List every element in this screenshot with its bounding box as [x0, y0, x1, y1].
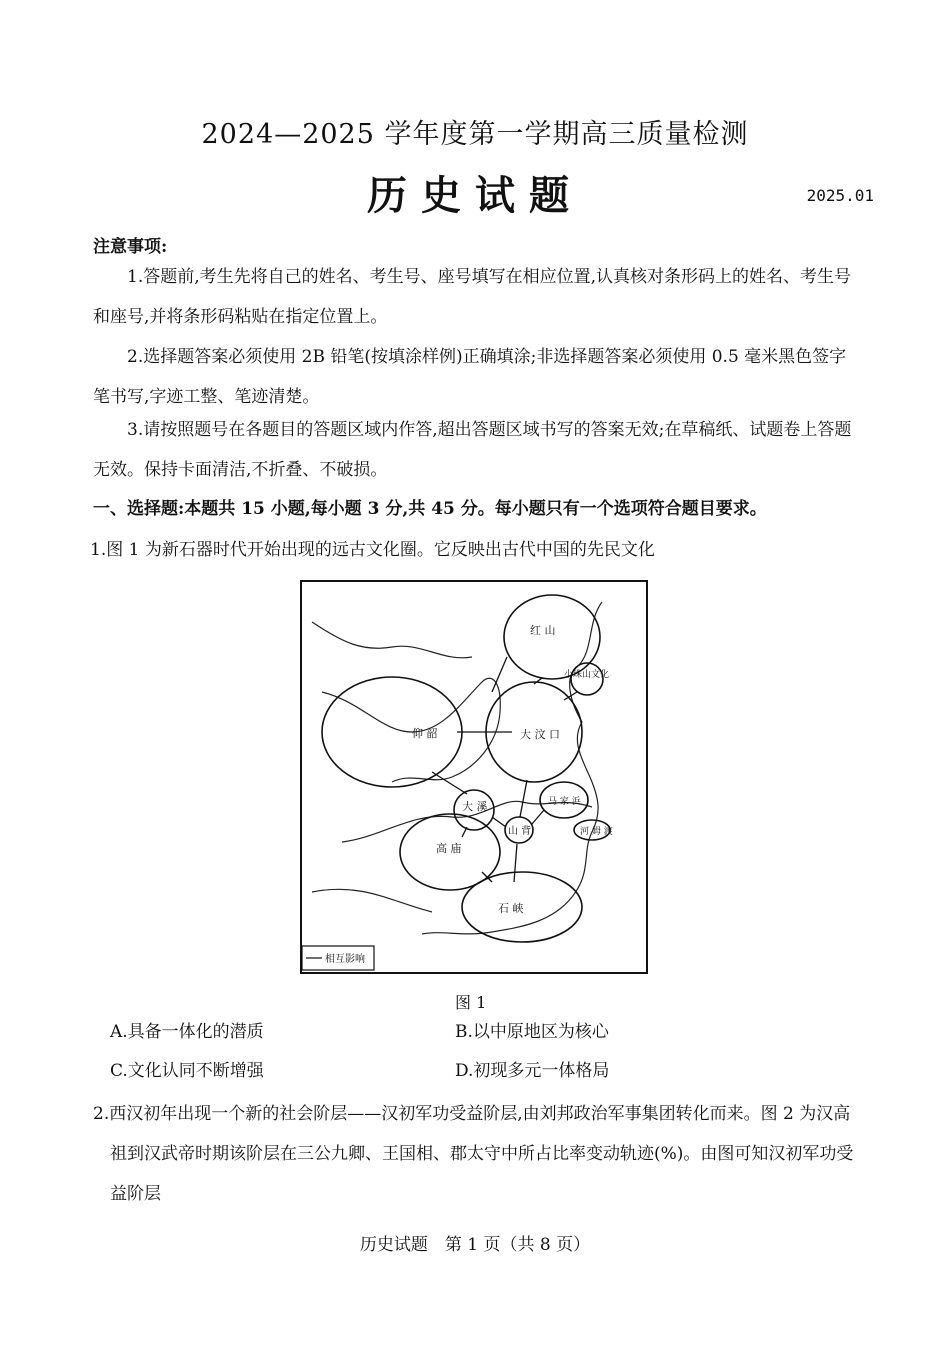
label-shanbei: 山 背 — [508, 826, 532, 837]
exam-date: 2025.01 — [806, 186, 874, 205]
notice-item-1: 1.答题前,考生先将自己的姓名、考生号、座号填写在相应位置,认真核对条形码上的姓名、考生号和座号,并将条形码粘贴在指定位置上。 — [93, 267, 852, 327]
q1-option-c: C.文化认同不断增强 — [110, 1061, 264, 1081]
question-2-stem: 2.西汉初年出现一个新的社会阶层——汉初军功受益阶层,由刘邦政治军事集团转化而来。图 2 为汉高祖到汉武帝时期该阶层在三公九卿、王国相、郡太守中所占比率变动轨迹(%)。由图可知汉初军功受益阶层 — [93, 1104, 854, 1204]
q1-option-b: B.以中原地区为核心 — [455, 1022, 609, 1042]
map-drawing — [302, 582, 646, 972]
label-gaomiao: 高 庙 — [436, 842, 462, 855]
arrow-dawenkou-shanbei — [520, 780, 527, 817]
q1-option-d: D.初现多元一体格局 — [455, 1061, 610, 1081]
label-yangshao: 仰 韶 — [412, 727, 438, 740]
page-footer: 历史试题 第 1 页（共 8 页） — [359, 1235, 591, 1255]
hongshan-circle — [504, 595, 600, 679]
label-daxi: 大 溪 — [462, 800, 488, 813]
figure-1-caption: 图 1 — [455, 993, 487, 1012]
legend-label: 相互影响 — [325, 954, 365, 965]
question-1-stem: 1.图 1 为新石器时代开始出现的远古文化圈。它反映出古代中国的先民文化 — [90, 540, 655, 560]
neolithic-culture-map — [300, 580, 648, 974]
coastline — [422, 602, 602, 934]
arrow-hongshan-yangshao — [492, 657, 507, 692]
q1-option-a: A.具备一体化的潜质 — [110, 1022, 264, 1042]
subject-title: 历史试题 — [367, 172, 583, 219]
label-hemudu: 河 姆 渡 — [580, 827, 613, 837]
arrow-yangshao-daxi — [432, 772, 467, 794]
section-heading: 一、选择题:本题共 15 小题,每小题 3 分,共 45 分。每小题只有一个选项符合题目要求。 — [93, 499, 767, 519]
notice-heading: 注意事项: — [93, 237, 168, 257]
border-line — [312, 622, 472, 912]
yangshao-circle — [322, 677, 462, 787]
arrow-majiabang-shanbei — [532, 810, 544, 824]
notice-item-3: 3.请按照题号在各题目的答题区域内作答,超出答题区域书写的答案无效;在草稿纸、试题卷上答题无效。保持卡面清洁,不折叠、不破损。 — [93, 420, 852, 480]
label-xiaozhushan: 小珠山文化 — [564, 670, 610, 680]
label-hongshan: 红 山 — [530, 624, 556, 637]
label-dawenkou: 大 汶 口 — [520, 728, 560, 741]
arrow-daxi-shanbei — [492, 817, 506, 827]
notice-item-2: 2.选择题答案必须使用 2B 铅笔(按填涂样例)正确填涂;非选择题答案必须使用 0.5 毫米黑色签字笔书写,字迹工整、笔迹清楚。 — [93, 347, 847, 407]
exam-title: 2024—2025 学年度第一学期高三质量检测 — [201, 119, 749, 150]
arrow-shanbei-shixia — [514, 844, 517, 882]
label-majiabang: 马 家 浜 — [548, 797, 581, 807]
label-shixia: 石 峡 — [498, 902, 524, 915]
